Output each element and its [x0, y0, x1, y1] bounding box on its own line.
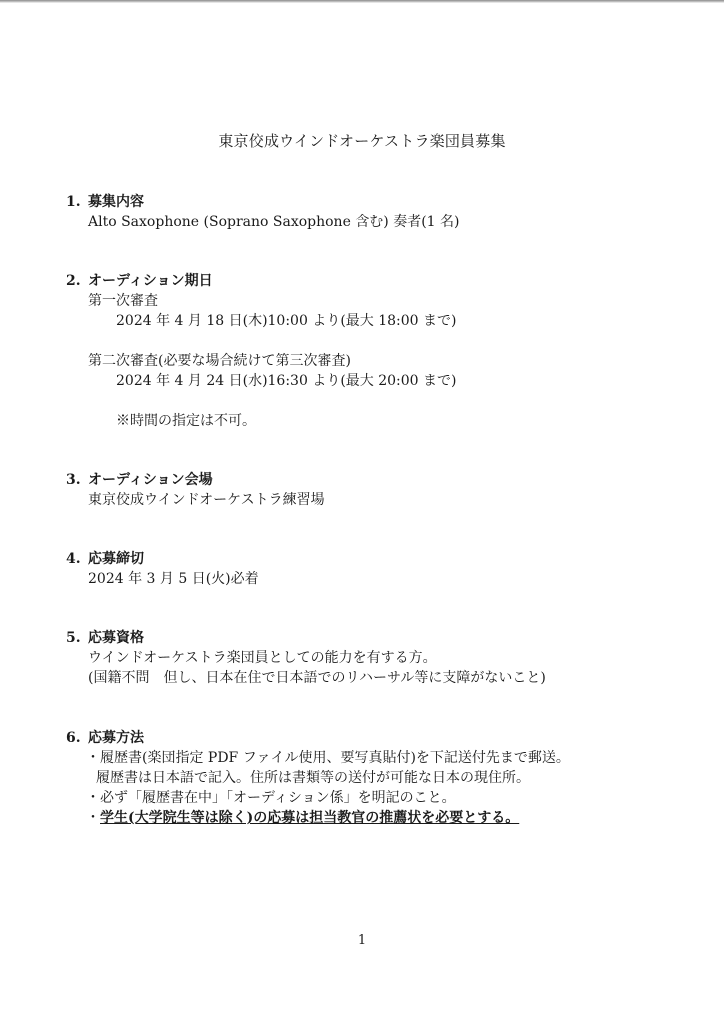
section-qualifications	[66, 628, 686, 688]
section-heading	[66, 470, 686, 490]
document-title: 東京佼成ウインドオーケストラ楽団員募集	[218, 132, 506, 150]
section-title: 応募方法	[88, 730, 144, 746]
section-heading	[66, 271, 686, 291]
section-title: 募集内容	[88, 194, 144, 210]
section-method	[66, 728, 686, 828]
method-bullet: ・履歴書(楽団指定 PDF ファイル使用、要写真貼付)を下記送付先まで郵送。	[86, 750, 570, 766]
method-bullet: ・必ず「履歴書在中」「オーディション係」を明記のこと。	[86, 790, 456, 806]
section-title: 応募締切	[88, 551, 144, 567]
section-number: 4.	[66, 551, 81, 567]
section-deadline	[66, 549, 686, 589]
section-title: オーディション期日	[88, 273, 213, 289]
section-heading	[66, 549, 686, 569]
section-body: 東京佼成ウインドオーケストラ練習場	[88, 492, 325, 508]
section-number: 5.	[66, 630, 81, 646]
section-title: 応募資格	[88, 630, 144, 646]
bullet-marker: ・	[86, 810, 100, 826]
time-note: ※時間の指定は不可。	[116, 413, 256, 429]
first-round-label: 第一次審査	[88, 293, 158, 309]
qualification-line: (国籍不問 但し、日本在住で日本語でのリハーサル等に支障がないこと)	[88, 670, 546, 686]
second-round-label: 第二次審査(必要な場合続けて第三次審査)	[88, 353, 351, 369]
page-number: 1	[357, 933, 367, 948]
section-number: 6.	[66, 730, 81, 746]
section-number: 3.	[66, 472, 81, 488]
method-bullet-emphasis	[66, 808, 686, 828]
section-heading	[66, 628, 686, 648]
section-body: 2024 年 3 月 5 日(火)必着	[88, 571, 259, 587]
second-round-date: 2024 年 4 月 24 日(水)16:30 より(最大 20:00 まで)	[116, 373, 457, 389]
section-audition-dates	[66, 271, 686, 431]
method-bullet-continuation: 履歴書は日本語で記入。住所は書類等の送付が可能な日本の現住所。	[96, 770, 530, 786]
qualification-line: ウインドオーケストラ楽団員としての能力を有する方。	[88, 650, 437, 666]
section-body: Alto Saxophone (Soprano Saxophone 含む) 奏者(1 名)	[88, 214, 460, 230]
section-heading	[66, 728, 686, 748]
emphasis-text: 学生(大学院生等は除く)の応募は担当教官の推薦状を必要とする。	[100, 810, 520, 826]
section-title: オーディション会場	[88, 472, 213, 488]
section-heading	[66, 192, 686, 212]
section-recruitment	[66, 192, 686, 232]
section-number: 1.	[66, 194, 81, 210]
first-round-date: 2024 年 4 月 18 日(木)10:00 より(最大 18:00 まで)	[116, 313, 457, 329]
section-number: 2.	[66, 273, 81, 289]
section-venue	[66, 470, 686, 510]
